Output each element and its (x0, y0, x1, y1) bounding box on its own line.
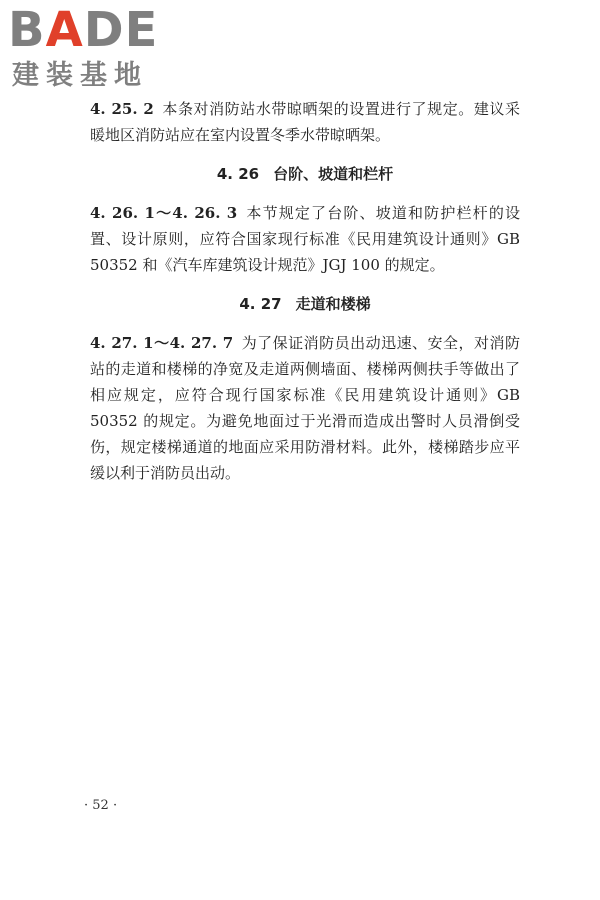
clause-text: 本条对消防站水带晾晒架的设置进行了规定。建议采暖地区消防站应在室内设置冬季水带晾晒架。 (90, 100, 520, 144)
logo-letter-b: B (8, 2, 46, 58)
section-heading-4-26 (90, 161, 520, 187)
clause-text: 为了保证消防员出动迅速、安全，对消防站的走道和楼梯的净宽及走道两侧墙面、楼梯两侧扶手等做出了相应规定，应符合现行国家标准《民用建筑设计通则》GB 50352 的规定。为避免地面过于光滑而造成出警时人员滑倒受伤，规定楼梯通道的地面应采用防滑材料。此外，楼梯踏步应平缓以利于消防员出动。 (90, 334, 520, 482)
bade-logo (8, 4, 178, 96)
clause-number: 4. 25. 2 (90, 100, 154, 118)
section-title: 走道和楼梯 (295, 295, 371, 313)
clause-4-25-2 (90, 96, 520, 148)
logo-wordmark (8, 4, 158, 56)
section-title: 台阶、坡道和栏杆 (273, 165, 394, 183)
section-number: 4. 26 (216, 165, 260, 183)
clause-4-27-1-7 (90, 330, 520, 486)
clause-text: 本节规定了台阶、坡道和防护栏杆的设置、设计原则，应符合国家现行标准《民用建筑设计通则》GB 50352 和《汽车库建筑设计规范》JGJ 100 的规定。 (90, 204, 520, 274)
page-number: · 52 · (84, 798, 118, 813)
clause-4-26-1-3 (90, 200, 520, 278)
clause-number: 4. 26. 1～4. 26. 3 (90, 204, 238, 222)
section-heading-4-27 (90, 291, 520, 317)
document-body (90, 96, 520, 486)
logo-subtitle: 建装基地 (12, 60, 148, 91)
logo-letter-a: A (45, 2, 84, 58)
section-number: 4. 27 (239, 295, 282, 313)
logo-letters-de: DE (83, 2, 159, 58)
clause-number: 4. 27. 1～4. 27. 7 (90, 334, 234, 352)
